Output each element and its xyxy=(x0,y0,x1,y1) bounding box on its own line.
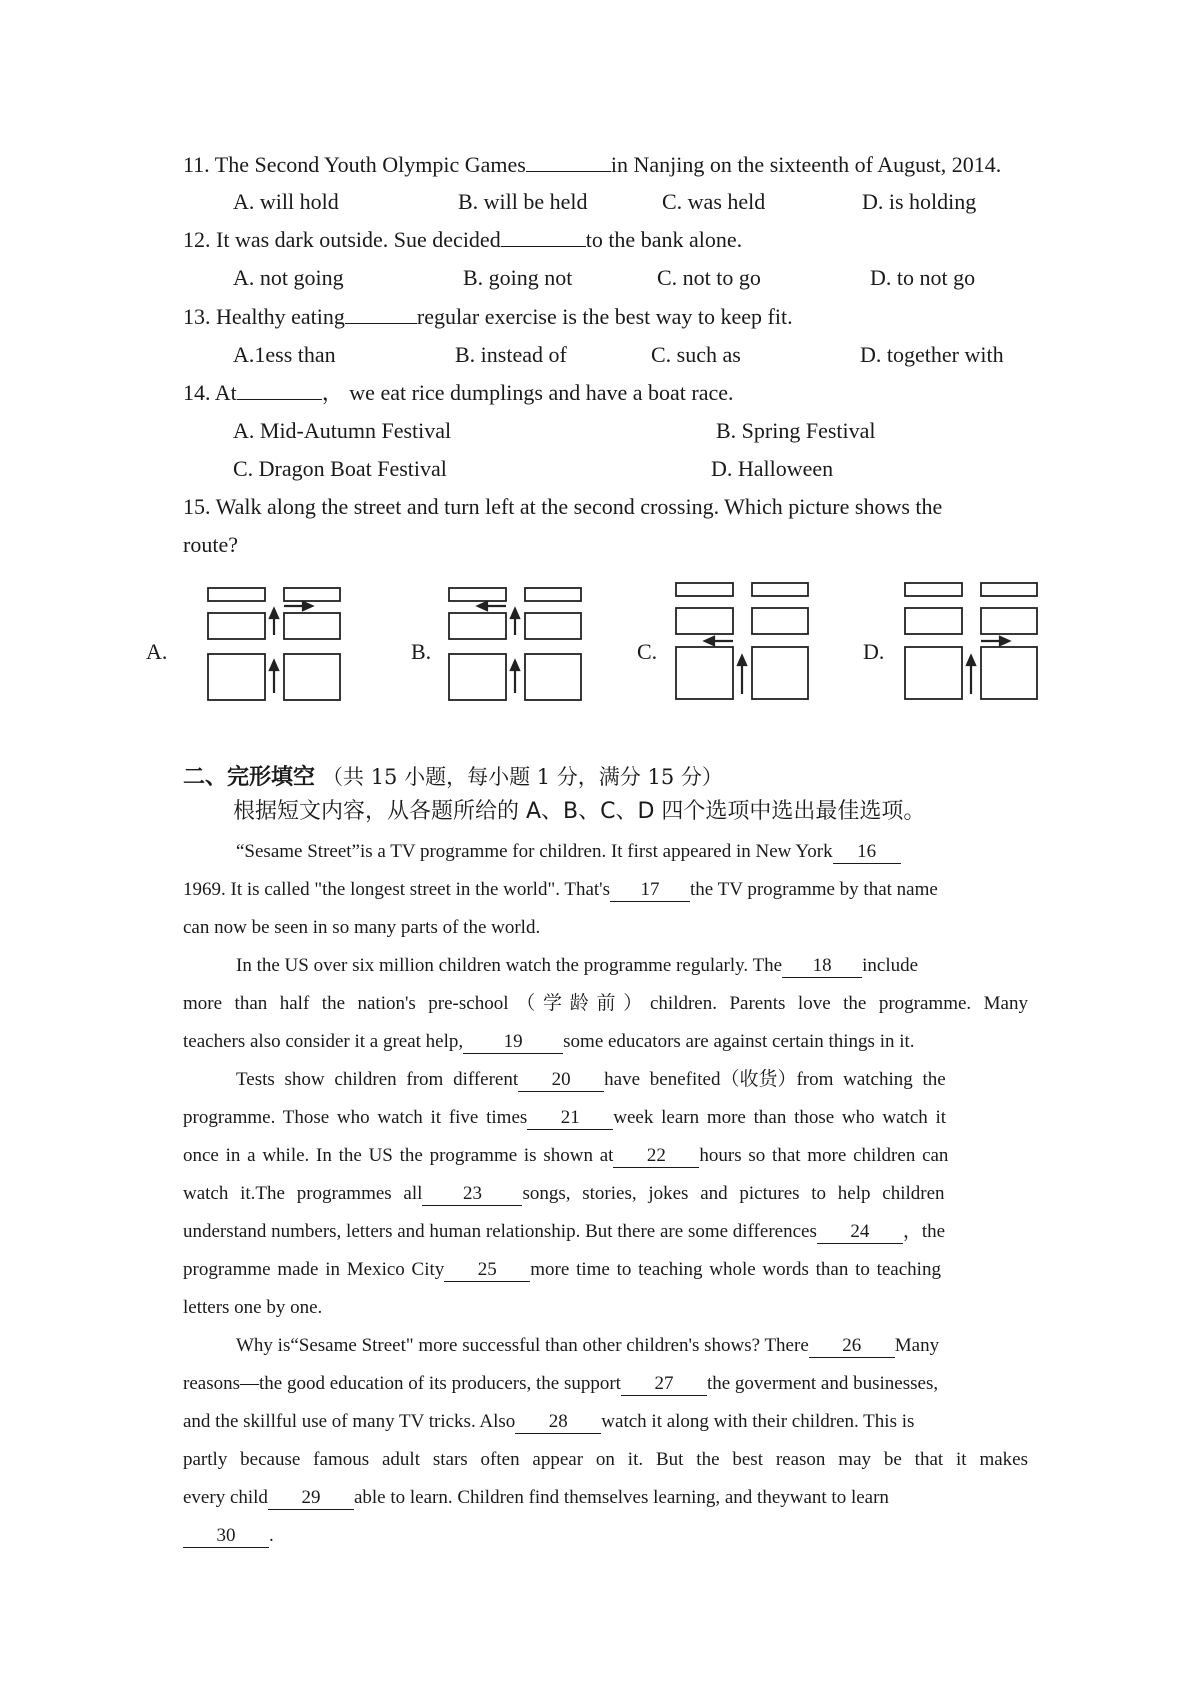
blank-25: 25 xyxy=(444,1259,530,1282)
q13-option-a: A.1ess than xyxy=(233,342,336,367)
passage-text: Tests show children from different xyxy=(236,1069,519,1090)
blank-27: 27 xyxy=(621,1373,707,1396)
q13-option-b: B. instead of xyxy=(455,342,567,367)
blank-19: 19 xyxy=(463,1031,563,1054)
q11-blank xyxy=(526,151,611,172)
passage-text: teachers also consider it a great help, xyxy=(183,1031,464,1052)
passage-line: partly because famous adult stars often appear on it. But the best reason may be that it makes xyxy=(183,1449,1028,1470)
blank-28: 28 xyxy=(515,1411,601,1434)
question-15-stem-line2: route? xyxy=(183,532,238,557)
passage-line xyxy=(183,1104,1028,1132)
passage-line xyxy=(236,838,1028,866)
blank-17: 17 xyxy=(610,879,690,902)
q14-stem-start: 14. At xyxy=(183,380,237,405)
blank-23: 23 xyxy=(422,1183,522,1206)
section-heading xyxy=(183,762,723,793)
block xyxy=(208,654,265,700)
q12-stem-end: to the bank alone. xyxy=(585,227,743,252)
passage-line xyxy=(183,1256,1028,1284)
block xyxy=(981,583,1037,596)
passage-text: ，the xyxy=(902,1221,946,1242)
passage-text: programme. Those who watch it five times xyxy=(183,1107,528,1128)
blank-16: 16 xyxy=(833,841,901,864)
passage-text: the goverment and businesses, xyxy=(706,1373,939,1394)
passage-text: watch it.The programmes all xyxy=(183,1183,423,1204)
block xyxy=(676,647,733,699)
passage-line: more than half the nation's pre-school（学龄前）children. Parents love the programme. Many xyxy=(183,993,1028,1014)
q14-stem-end: ， we eat rice dumplings and have a boat race. xyxy=(321,380,734,405)
passage-line xyxy=(183,1218,1028,1246)
q11-option-d: D. is holding xyxy=(862,189,977,214)
block xyxy=(449,654,506,700)
block xyxy=(676,608,733,634)
block xyxy=(752,583,808,596)
passage-text: some educators are against certain things in it. xyxy=(563,1031,915,1052)
route-diagram-c xyxy=(668,580,813,705)
q12-option-b: B. going not xyxy=(463,265,573,290)
passage-line xyxy=(183,876,1028,904)
passage-text: . xyxy=(269,1525,274,1546)
passage-text: 1969. It is called "the longest street in the world". That's xyxy=(183,879,610,900)
block xyxy=(449,588,506,601)
q14-blank xyxy=(237,379,322,400)
q11-option-a: A. will hold xyxy=(233,189,339,214)
passage-text: “Sesame Street”is a TV programme for children. It first appeared in New York xyxy=(236,841,833,862)
q13-blank xyxy=(345,303,417,324)
block xyxy=(905,608,962,634)
q12-option-c: C. not to go xyxy=(657,265,761,290)
passage-text: and the skillful use of many TV tricks. Also xyxy=(183,1411,516,1432)
q14-option-c: C. Dragon Boat Festival xyxy=(233,456,447,481)
block xyxy=(525,613,581,639)
block xyxy=(525,654,581,700)
passage-text: understand numbers, letters and human relationship. But there are some differences xyxy=(183,1221,817,1242)
passage-text: more time to teaching whole words than to teaching xyxy=(530,1259,941,1280)
q13-stem-end: regular exercise is the best way to keep fit. xyxy=(416,304,793,329)
route-diagram-b xyxy=(441,585,586,705)
q14-option-a: A. Mid-Autumn Festival xyxy=(233,418,452,443)
block xyxy=(905,647,962,699)
passage-text: week learn more than those who watch it xyxy=(613,1107,947,1128)
section-note: （共 15 小题，每小题 1 分，满分 15 分） xyxy=(322,765,723,789)
q12-option-d: D. to not go xyxy=(870,265,976,290)
block xyxy=(284,613,340,639)
block xyxy=(676,583,733,596)
passage-text: once in a while. In the US the programme is shown at xyxy=(183,1145,614,1166)
passage-line xyxy=(183,1180,1028,1208)
passage-line: letters one by one. xyxy=(183,1297,323,1318)
passage-line: can now be seen in so many parts of the world. xyxy=(183,917,541,938)
figure-label-a: A. xyxy=(146,639,168,664)
blank-21: 21 xyxy=(527,1107,613,1130)
blank-26: 26 xyxy=(809,1335,895,1358)
blank-18: 18 xyxy=(782,955,862,978)
question-11-stem xyxy=(183,150,1001,180)
figure-label-c: C. xyxy=(637,639,658,664)
block xyxy=(525,588,581,601)
route-diagram-d xyxy=(897,580,1042,705)
passage-text: hours so that more children can xyxy=(699,1145,949,1166)
block xyxy=(284,588,340,601)
blank-24: 24 xyxy=(817,1221,903,1244)
block xyxy=(905,583,962,596)
passage-text: able to learn. Children find themselves learning, and theywant to learn xyxy=(353,1487,889,1508)
block xyxy=(981,647,1037,699)
passage-text: In the US over six million children watch the programme regularly. The xyxy=(236,955,783,976)
passage-line xyxy=(183,1142,1028,1170)
block xyxy=(752,608,808,634)
passage-text: include xyxy=(862,955,919,976)
block xyxy=(449,613,506,639)
q11-option-c: C. was held xyxy=(662,189,766,214)
passage-text: the TV programme by that name xyxy=(690,879,938,900)
question-15-stem-line1: 15. Walk along the street and turn left at the second crossing. Which picture shows the xyxy=(183,494,943,519)
figure-label-b: B. xyxy=(411,639,432,664)
question-14-stem xyxy=(183,378,734,408)
passage-line xyxy=(183,1408,1028,1436)
q11-stem-start: 11. The Second Youth Olympic Games xyxy=(183,152,526,177)
blank-29: 29 xyxy=(268,1487,354,1510)
section-title: 二、完形填空 xyxy=(183,765,316,790)
passage-text: programme made in Mexico City xyxy=(183,1259,445,1280)
passage-text: songs, stories, jokes and pictures to help children xyxy=(522,1183,945,1204)
blank-30: 30 xyxy=(183,1525,269,1548)
q14-option-d: D. Halloween xyxy=(711,456,834,481)
block xyxy=(981,608,1037,634)
passage-text: watch it along with their children. This is xyxy=(601,1411,915,1432)
blank-22: 22 xyxy=(613,1145,699,1168)
q13-option-d: D. together with xyxy=(860,342,1004,367)
block xyxy=(208,588,265,601)
q13-stem-start: 13. Healthy eating xyxy=(183,304,345,329)
block xyxy=(208,613,265,639)
question-13-stem xyxy=(183,302,793,332)
passage-line xyxy=(236,1332,1028,1360)
q11-option-b: B. will be held xyxy=(458,189,588,214)
block xyxy=(752,647,808,699)
blank-20: 20 xyxy=(518,1069,604,1092)
passage-line xyxy=(183,1028,1028,1056)
passage-line xyxy=(236,1066,1028,1094)
route-diagram-a xyxy=(200,585,345,705)
block xyxy=(284,654,340,700)
passage-text: Why is“Sesame Street" more successful than other children's shows? There xyxy=(236,1335,809,1356)
q13-option-c: C. such as xyxy=(651,342,741,367)
section-instruction: 根据短文内容，从各题所给的 A、B、C、D 四个选项中选出最佳选项。 xyxy=(233,799,926,824)
passage-text: have benefited（收货）from watching the xyxy=(604,1069,946,1090)
question-12-stem xyxy=(183,225,742,255)
passage-text: every child xyxy=(183,1487,268,1508)
passage-line xyxy=(183,1370,1028,1398)
passage-text: reasons—the good education of its producers, the support xyxy=(183,1373,621,1394)
q14-option-b: B. Spring Festival xyxy=(716,418,876,443)
q11-stem-end: in Nanjing on the sixteenth of August, 2014. xyxy=(610,152,1002,177)
figure-label-d: D. xyxy=(863,639,885,664)
passage-line xyxy=(183,1484,1028,1512)
q12-stem-start: 12. It was dark outside. Sue decided xyxy=(183,227,501,252)
passage-line xyxy=(236,952,1028,980)
q12-blank xyxy=(501,226,586,247)
passage-line xyxy=(183,1522,1028,1550)
q12-option-a: A. not going xyxy=(233,265,344,290)
passage-text: Many xyxy=(894,1335,940,1356)
